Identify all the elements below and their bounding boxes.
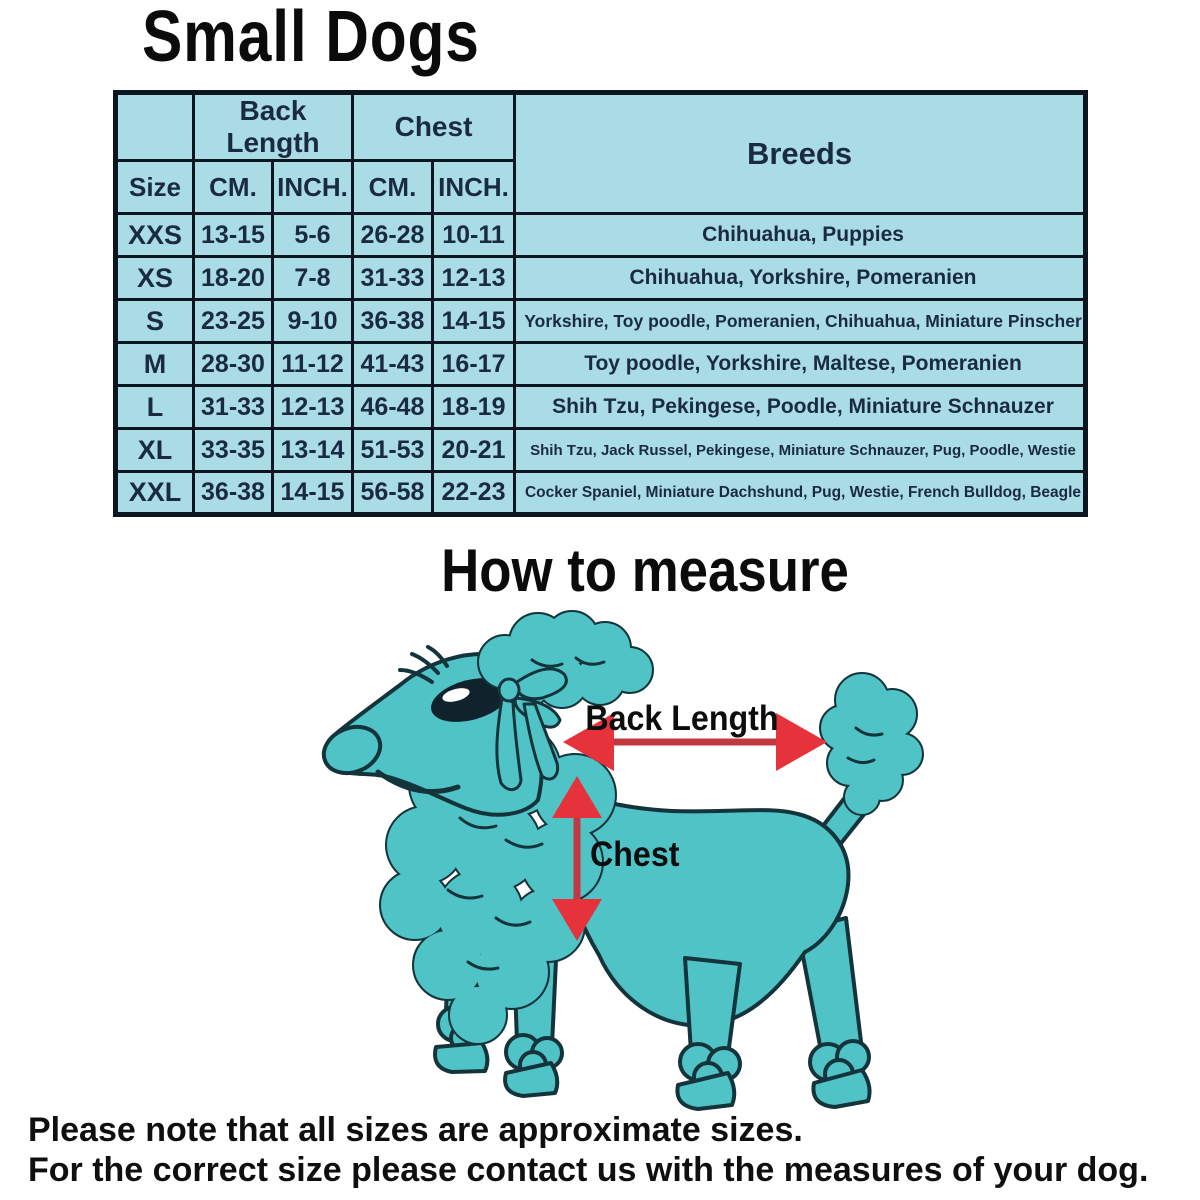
breeds-cell: Shih Tzu, Pekingese, Poodle, Miniature Schnauzer <box>552 395 1054 418</box>
chest-cm-cell: 31-33 <box>353 257 433 300</box>
back-inch-header: INCH. <box>273 161 353 214</box>
footer-note-line1: Please note that all sizes are approximate sizes. <box>28 1111 803 1149</box>
hind-near-leg <box>685 958 740 1055</box>
breeds-cell: Yorkshire, Toy poodle, Pomeranien, Chihuahua, Miniature Pinscher <box>524 310 1082 331</box>
back-inch-cell: 13-14 <box>273 429 353 472</box>
back-length-arrow-label: Back Length <box>585 699 779 738</box>
table-row <box>116 386 1086 429</box>
table-row <box>116 257 1086 300</box>
back-cm-header: CM. <box>194 161 273 214</box>
chest-cm-cell: 46-48 <box>353 386 433 429</box>
chest-inch-cell: 22-23 <box>433 472 515 515</box>
chest-inch-cell: 16-17 <box>433 343 515 386</box>
footer-note-line2: For the correct size please contact us with the measures of your dog. <box>28 1151 1149 1189</box>
size-header: Size <box>116 161 194 214</box>
back-cm-cell: 23-25 <box>194 300 273 343</box>
chest-cm-cell: 26-28 <box>353 214 433 257</box>
hind-near-foot <box>677 1073 734 1109</box>
back-inch-cell: 11-12 <box>273 343 353 386</box>
how-to-measure-heading: How to measure <box>441 537 849 604</box>
chest-inch-cell: 18-19 <box>433 386 515 429</box>
table-header-row-groups <box>116 93 1086 161</box>
breeds-cell: Cocker Spaniel, Miniature Dachshund, Pug, Westie, French Bulldog, Beagle <box>524 483 1082 501</box>
back-cm-cell: 13-15 <box>194 214 273 257</box>
footer-notes <box>28 1110 1192 1190</box>
chest-cm-cell: 56-58 <box>353 472 433 515</box>
back-inch-cell: 7-8 <box>273 257 353 300</box>
chest-cm-cell: 36-38 <box>353 300 433 343</box>
breeds-header: Breeds <box>515 93 1086 214</box>
size-table <box>113 90 1088 517</box>
size-cell: XXS <box>116 214 194 257</box>
back-inch-cell: 12-13 <box>273 386 353 429</box>
chest-inch-cell: 20-21 <box>433 429 515 472</box>
back-inch-cell: 9-10 <box>273 300 353 343</box>
back-inch-cell: 5-6 <box>273 214 353 257</box>
back-cm-cell: 28-30 <box>194 343 273 386</box>
size-cell: M <box>116 343 194 386</box>
size-cell: XS <box>116 257 194 300</box>
front-far-foot <box>435 1043 487 1072</box>
empty-corner-cell <box>116 93 194 161</box>
table-row <box>116 343 1086 386</box>
chest-header: Chest <box>353 93 515 161</box>
page-title: Small Dogs <box>142 0 480 77</box>
table-row <box>116 429 1086 472</box>
breeds-cell: Chihuahua, Yorkshire, Pomeranien <box>629 266 977 289</box>
table-row <box>116 300 1086 343</box>
breeds-cell: Shih Tzu, Jack Russel, Pekingese, Miniature Schnauzer, Pug, Poodle, Westie <box>530 441 1076 459</box>
chest-inch-cell: 10-11 <box>433 214 515 257</box>
chest-inch-cell: 12-13 <box>433 257 515 300</box>
breeds-cell: Toy poodle, Yorkshire, Maltese, Pomeranien <box>584 352 1022 375</box>
back-length-header: Back Length <box>194 93 353 161</box>
chest-arrow-label: Chest <box>590 835 680 874</box>
table-row <box>116 214 1086 257</box>
chest-cm-cell: 41-43 <box>353 343 433 386</box>
chest-cm-cell: 51-53 <box>353 429 433 472</box>
back-cm-cell: 33-35 <box>194 429 273 472</box>
table-row <box>116 472 1086 515</box>
size-cell: XL <box>116 429 194 472</box>
back-cm-cell: 18-20 <box>194 257 273 300</box>
chest-inch-cell: 14-15 <box>433 300 515 343</box>
back-inch-cell: 14-15 <box>273 472 353 515</box>
back-cm-cell: 36-38 <box>194 472 273 515</box>
chest-cm-header: CM. <box>353 161 433 214</box>
size-cell: XXL <box>116 472 194 515</box>
back-cm-cell: 31-33 <box>194 386 273 429</box>
chest-inch-header: INCH. <box>433 161 515 214</box>
size-cell: S <box>116 300 194 343</box>
size-cell: L <box>116 386 194 429</box>
breeds-cell: Chihuahua, Puppies <box>702 223 904 246</box>
